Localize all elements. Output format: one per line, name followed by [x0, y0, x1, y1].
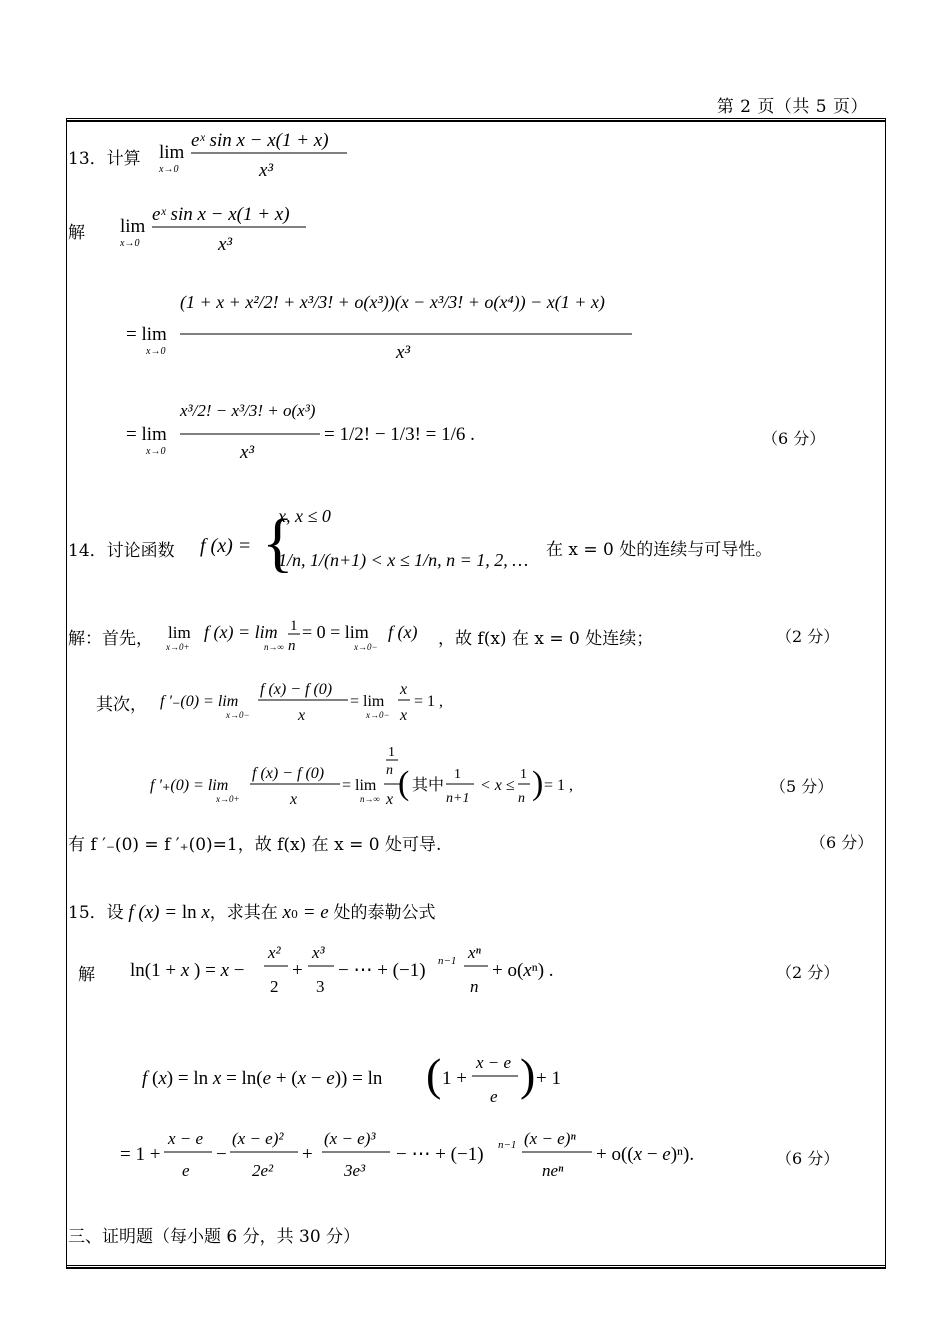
- q13-lim: lim: [159, 142, 185, 163]
- svg-text:n: n: [518, 791, 525, 806]
- section-3-title: 三、证明题（每小题 6 分，共 30 分）: [68, 1227, 361, 1247]
- q14-score-2: （2 分）: [776, 627, 840, 646]
- svg-text:n: n: [288, 638, 296, 654]
- q13-solution-label: 解: [68, 223, 85, 243]
- svg-text:n→∞: n→∞: [264, 642, 284, 652]
- svg-text:= 1 +: = 1 +: [120, 1144, 161, 1165]
- q13-denominator: x³: [259, 160, 274, 181]
- svg-text:+: +: [292, 960, 303, 981]
- svg-text:xⁿ: xⁿ: [468, 943, 481, 962]
- svg-text:+ 1: + 1: [536, 1068, 561, 1089]
- svg-text:1: 1: [388, 745, 395, 760]
- svg-text:= 0 = lim: = 0 = lim: [302, 622, 369, 642]
- q14-score-6: （6 分）: [810, 833, 874, 852]
- svg-text:x: x: [400, 681, 408, 698]
- svg-text:ln(1 + x ) = x −: ln(1 + x ) = x −: [130, 960, 245, 981]
- svg-text:x→0−: x→0−: [366, 710, 390, 720]
- svg-text:x→0: x→0: [146, 346, 166, 357]
- svg-text:x→0−: x→0−: [354, 642, 378, 652]
- q13-number: 13．计算: [68, 149, 141, 169]
- svg-text:x→0+: x→0+: [166, 642, 190, 652]
- svg-text:x − e: x − e: [476, 1053, 512, 1072]
- svg-text:x: x: [298, 707, 306, 724]
- left-brace-icon: {: [262, 506, 294, 579]
- svg-text:x→0−: x→0−: [226, 710, 250, 720]
- q14-score-5: （5 分）: [770, 777, 834, 796]
- q13-step1-denominator: x³: [396, 342, 411, 363]
- svg-text:= 1 ,: = 1 ,: [544, 777, 574, 794]
- svg-text:x: x: [386, 791, 394, 808]
- svg-text:(x − e)³: (x − e)³: [324, 1129, 376, 1148]
- svg-text:e: e: [182, 1161, 190, 1180]
- svg-text:(: (: [426, 1049, 442, 1100]
- q15-stmt-tail: 处的泰勒公式: [333, 903, 436, 923]
- page-number-header: 第 2 页（共 5 页）: [716, 97, 868, 117]
- svg-text:+: +: [302, 1144, 313, 1165]
- q15-substitution: [140, 1046, 580, 1110]
- svg-text:n+1: n+1: [446, 791, 470, 806]
- svg-text:< x ≤: < x ≤: [480, 777, 515, 794]
- svg-text:x²: x²: [268, 943, 281, 962]
- svg-text:x³: x³: [312, 943, 325, 962]
- q13-step1-numerator: (1 + x + x²/2! + x³/3! + o(x³))(x − x³/3! + o(x⁴)) − x(1 + x): [180, 292, 605, 312]
- svg-text:(x − e)²: (x − e)²: [232, 1129, 284, 1148]
- q14-second-prefix: 其次，: [96, 695, 147, 715]
- svg-text:(x − e)ⁿ: (x − e)ⁿ: [524, 1129, 576, 1148]
- svg-text:n: n: [386, 763, 393, 778]
- svg-text:= lim: = lim: [126, 424, 167, 445]
- svg-text:2: 2: [270, 977, 279, 996]
- svg-text:1: 1: [290, 618, 298, 634]
- svg-text:e: e: [490, 1087, 498, 1106]
- q13-solution-line1: [124, 272, 644, 362]
- q15-solution-label: 解: [78, 965, 95, 985]
- svg-text:): ): [520, 1049, 536, 1100]
- svg-text:n: n: [470, 977, 479, 996]
- svg-text:= lim: = lim: [126, 324, 167, 345]
- q13-numerator: eˣ sin x − x(1 + x): [191, 130, 329, 151]
- svg-text:+ o(xⁿ) .: + o(xⁿ) .: [492, 960, 554, 981]
- svg-text:f ′₋(0) = lim: f ′₋(0) = lim: [160, 693, 239, 710]
- svg-text:− ⋯ + (−1): − ⋯ + (−1): [338, 960, 426, 981]
- q15-ln-expansion: [128, 940, 588, 1000]
- svg-text:= lim: = lim: [350, 693, 385, 710]
- q15-score-6: （6 分）: [776, 1149, 840, 1168]
- svg-text:n→∞: n→∞: [360, 794, 380, 804]
- svg-text:f (x): f (x): [388, 622, 418, 642]
- q14-continuity-conclusion: ，故 f(x) 在 x = 0 处连续；: [438, 629, 654, 649]
- q15-score-2: （2 分）: [776, 963, 840, 982]
- q14-number: 14．讨论函数: [68, 541, 175, 561]
- q13-sol-lim-sub: x→0: [120, 238, 140, 249]
- q14-continuity-limits: [166, 614, 446, 660]
- q14-left-derivative: [158, 676, 458, 726]
- svg-text:+ o((x − e)ⁿ).: + o((x − e)ⁿ).: [596, 1144, 695, 1165]
- q13-score: （6 分）: [762, 429, 826, 448]
- svg-text:1: 1: [520, 767, 527, 782]
- bottom-double-rule: [66, 1265, 886, 1269]
- q13-sol-numerator: eˣ sin x − x(1 + x): [152, 204, 290, 225]
- svg-text:neⁿ: neⁿ: [542, 1161, 564, 1180]
- q14-conclusion: 有 f ′₋(0) = f ′₊(0)=1，故 f(x) 在 x = 0 处可导.: [68, 835, 442, 855]
- q13-sol-denominator: x³: [218, 234, 233, 255]
- q13-result: = 1/2! − 1/3! = 1/6 .: [324, 424, 475, 445]
- q13-lim-sub: x→0: [159, 164, 179, 175]
- svg-text:lim: lim: [168, 623, 191, 642]
- svg-text:f (x) − f (0): f (x) − f (0): [252, 765, 325, 782]
- q13-step2-denominator: x³: [240, 442, 255, 463]
- svg-text:−: −: [216, 1144, 227, 1165]
- q15-taylor-series: [118, 1126, 758, 1186]
- svg-text:): ): [532, 765, 544, 802]
- q14-right-derivative: [148, 742, 588, 812]
- svg-text:3: 3: [316, 977, 325, 996]
- q13-solution-line0: [118, 200, 338, 260]
- svg-text:1: 1: [454, 767, 461, 782]
- svg-text:2e²: 2e²: [252, 1161, 274, 1180]
- svg-text:x→0+: x→0+: [216, 794, 240, 804]
- svg-text:x: x: [400, 707, 408, 724]
- svg-text:x − e: x − e: [168, 1129, 204, 1148]
- svg-text:f (x) − f (0): f (x) − f (0): [260, 681, 333, 698]
- svg-text:(: (: [398, 765, 410, 802]
- q14-statement-tail: 在 x = 0 处的连续与可导性。: [546, 540, 773, 560]
- q13-step2-numerator: x³/2! − x³/3! + o(x³): [180, 401, 316, 420]
- q14-case1: x, x ≤ 0: [278, 506, 331, 526]
- svg-text:x: x: [290, 791, 298, 808]
- svg-text:其中: 其中: [412, 777, 445, 794]
- svg-text:f (x) =: f (x) =: [200, 535, 252, 557]
- svg-text:f (x) = ln x = ln(e + (x − e)): f (x) = ln x = ln(e + (x − e)) = ln: [142, 1068, 383, 1089]
- q13-problem-expression: [155, 126, 375, 186]
- svg-text:= lim: = lim: [342, 777, 377, 794]
- svg-text:n−1: n−1: [498, 1139, 517, 1151]
- q13-solution-line2: [124, 382, 544, 462]
- svg-text:= 1 ,: = 1 ,: [414, 693, 444, 710]
- svg-text:1 +: 1 +: [442, 1068, 467, 1089]
- q13-sol-lim: lim: [120, 216, 146, 237]
- svg-text:n−1: n−1: [438, 955, 457, 967]
- q14-piecewise-function: [198, 500, 528, 590]
- q15-statement: 15．设 f (x) = ln x，求其在 x0 = e 处的泰勒公式: [68, 902, 436, 923]
- q15-number: 15．设: [68, 903, 124, 923]
- svg-text:3e³: 3e³: [344, 1161, 366, 1180]
- svg-text:− ⋯ + (−1): − ⋯ + (−1): [396, 1144, 484, 1165]
- svg-text:x→0: x→0: [146, 446, 166, 457]
- svg-text:f ′₊(0) = lim: f ′₊(0) = lim: [150, 777, 229, 794]
- q14-case2: 1/n, 1/(n+1) < x ≤ 1/n, n = 1, 2, …: [278, 550, 529, 570]
- q14-sol-first-prefix: 解：首先，: [68, 629, 153, 649]
- q15-stmt-mid: ，求其在: [209, 903, 278, 923]
- svg-text:f (x) = lim: f (x) = lim: [204, 622, 278, 642]
